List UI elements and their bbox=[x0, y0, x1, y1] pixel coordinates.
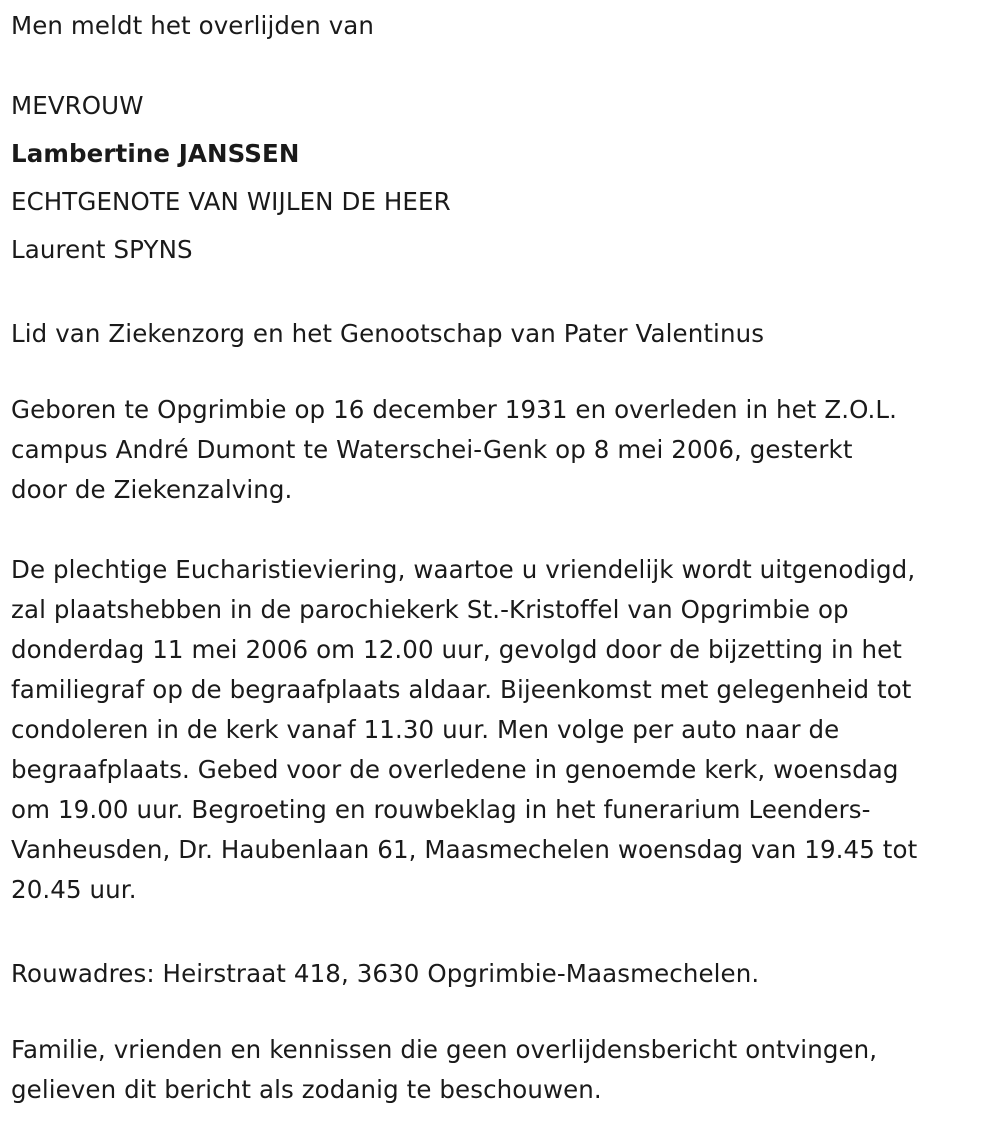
paragraph-line: Vanheusden, Dr. Haubenlaan 61, Maasmechelen woensdag van 19.45 tot bbox=[11, 835, 918, 864]
deceased-name: Lambertine JANSSEN bbox=[11, 139, 300, 168]
spouse-name: Laurent SPYNS bbox=[11, 235, 193, 264]
intro-text: Men meldt het overlijden van bbox=[11, 11, 375, 40]
membership-text: Lid van Ziekenzorg en het Genootschap van Pater Valentinus bbox=[11, 319, 765, 348]
paragraph-line: familiegraf op de begraafplaats aldaar. Bijeenkomst met gelegenheid tot bbox=[11, 675, 912, 704]
paragraph-line: Geboren te Opgrimbie op 16 december 1931 en overleden in het Z.O.L. bbox=[11, 395, 898, 424]
paragraph-line: 20.45 uur. bbox=[11, 875, 137, 904]
spouse-title: ECHTGENOTE VAN WIJLEN DE HEER bbox=[11, 187, 451, 216]
paragraph-line: De plechtige Eucharistieviering, waartoe u vriendelijk wordt uitgenodigd, bbox=[11, 555, 916, 584]
paragraph-line: om 19.00 uur. Begroeting en rouwbeklag in het funerarium Leenders- bbox=[11, 795, 871, 824]
paragraph-line: begraafplaats. Gebed voor de overledene in genoemde kerk, woensdag bbox=[11, 755, 899, 784]
paragraph-line: condoleren in de kerk vanaf 11.30 uur. Men volge per auto naar de bbox=[11, 715, 840, 744]
honorific-title: MEVROUW bbox=[11, 91, 144, 120]
mourning-address: Rouwadres: Heirstraat 418, 3630 Opgrimbie-Maasmechelen. bbox=[11, 959, 760, 988]
paragraph-line: zal plaatshebben in de parochiekerk St.-Kristoffel van Opgrimbie op bbox=[11, 595, 849, 624]
paragraph-line: gelieven dit bericht als zodanig te beschouwen. bbox=[11, 1075, 602, 1104]
paragraph-line: Familie, vrienden en kennissen die geen overlijdensbericht ontvingen, bbox=[11, 1035, 878, 1064]
birth-death-paragraph bbox=[11, 390, 897, 510]
paragraph-line: door de Ziekenzalving. bbox=[11, 475, 293, 504]
paragraph-line: donderdag 11 mei 2006 om 12.00 uur, gevolgd door de bijzetting in het bbox=[11, 635, 902, 664]
notice-paragraph bbox=[11, 1030, 877, 1110]
ceremony-paragraph bbox=[11, 550, 917, 910]
paragraph-line: campus André Dumont te Waterschei-Genk op 8 mei 2006, gesterkt bbox=[11, 435, 853, 464]
